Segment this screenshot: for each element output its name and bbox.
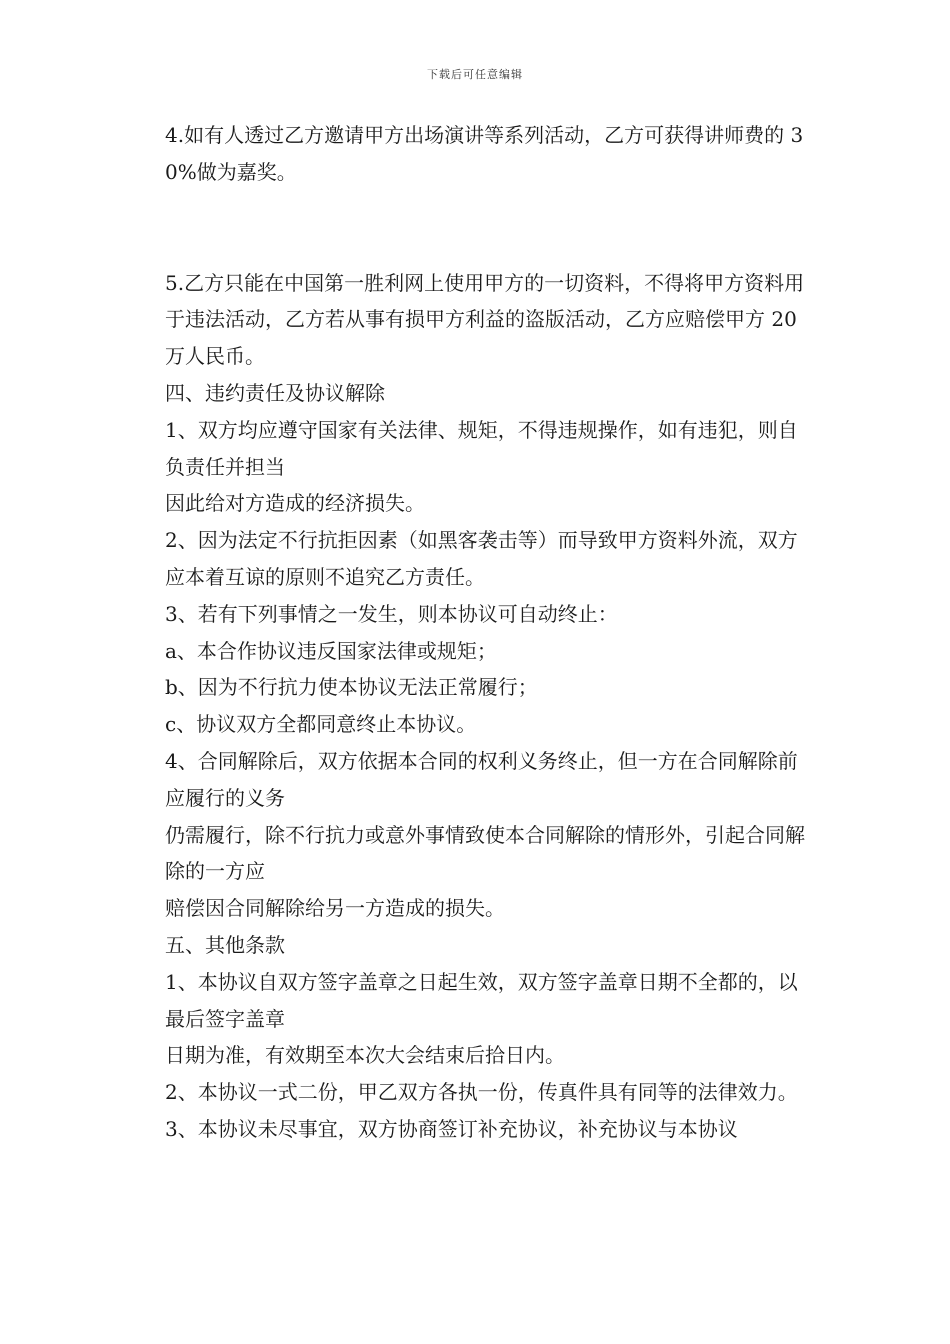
paragraph-gap bbox=[145, 191, 815, 265]
clause-paragraph: 1、本协议自双方签字盖章之日起生效，双方签字盖章日期不全都的，以最后签字盖章 bbox=[165, 969, 798, 1031]
clause-paragraph: 赔偿因合同解除给另一方造成的损失。 bbox=[165, 896, 505, 921]
page-header: 下载后可任意编辑 bbox=[427, 68, 523, 81]
clause-paragraph: 仍需履行，除不行抗力或意外事情致使本合同解除的情形外，引起合同解除的一方应 bbox=[165, 822, 805, 884]
clause-paragraph: 2、因为法定不行抗拒因素（如黑客袭击等）而导致甲方资料外流，双方应本着互谅的原则不追究乙方责任。 bbox=[165, 528, 798, 589]
clause-paragraph: 4.如有人透过乙方邀请甲方出场演讲等系列活动，乙方可获得讲师费的 30%做为嘉奖。 bbox=[165, 123, 804, 184]
clause-paragraph: 5.乙方只能在中国第一胜利网上使用甲方的一切资料，不得将甲方资料用于违法活动，乙方若从事有损甲方利益的盗版活动，乙方应赔偿甲方 20 万人民币。 bbox=[165, 270, 805, 369]
document-body bbox=[145, 117, 815, 1148]
clause-paragraph: 日期为准，有效期至本次大会结束后拾日内。 bbox=[165, 1043, 565, 1068]
clause-paragraph: 3、本协议未尽事宜，双方协商签订补充协议，补充协议与本协议 bbox=[165, 1116, 738, 1141]
section-heading: 五、其他条款 bbox=[165, 932, 285, 957]
section-heading: 四、违约责任及协议解除 bbox=[165, 380, 385, 405]
clause-paragraph: 1、双方均应遵守国家有关法律、规矩，不得违规操作，如有违犯，则自负责任并担当 bbox=[165, 417, 798, 479]
list-item: a、本合作协议违反国家法律或规矩； bbox=[165, 638, 497, 663]
list-item: b、因为不行抗力使本协议无法正常履行； bbox=[165, 675, 538, 700]
clause-paragraph: 3、若有下列事情之一发生，则本协议可自动终止： bbox=[165, 601, 618, 626]
clause-paragraph: 4、合同解除后，双方依据本合同的权利义务终止，但一方在合同解除前应履行的义务 bbox=[165, 748, 798, 810]
clause-paragraph: 2、本协议一式二份，甲乙双方各执一份，传真件具有同等的法律效力。 bbox=[165, 1080, 798, 1105]
clause-paragraph: 因此给对方造成的经济损失。 bbox=[165, 491, 425, 516]
list-item: c、协议双方全都同意终止本协议。 bbox=[165, 712, 477, 737]
